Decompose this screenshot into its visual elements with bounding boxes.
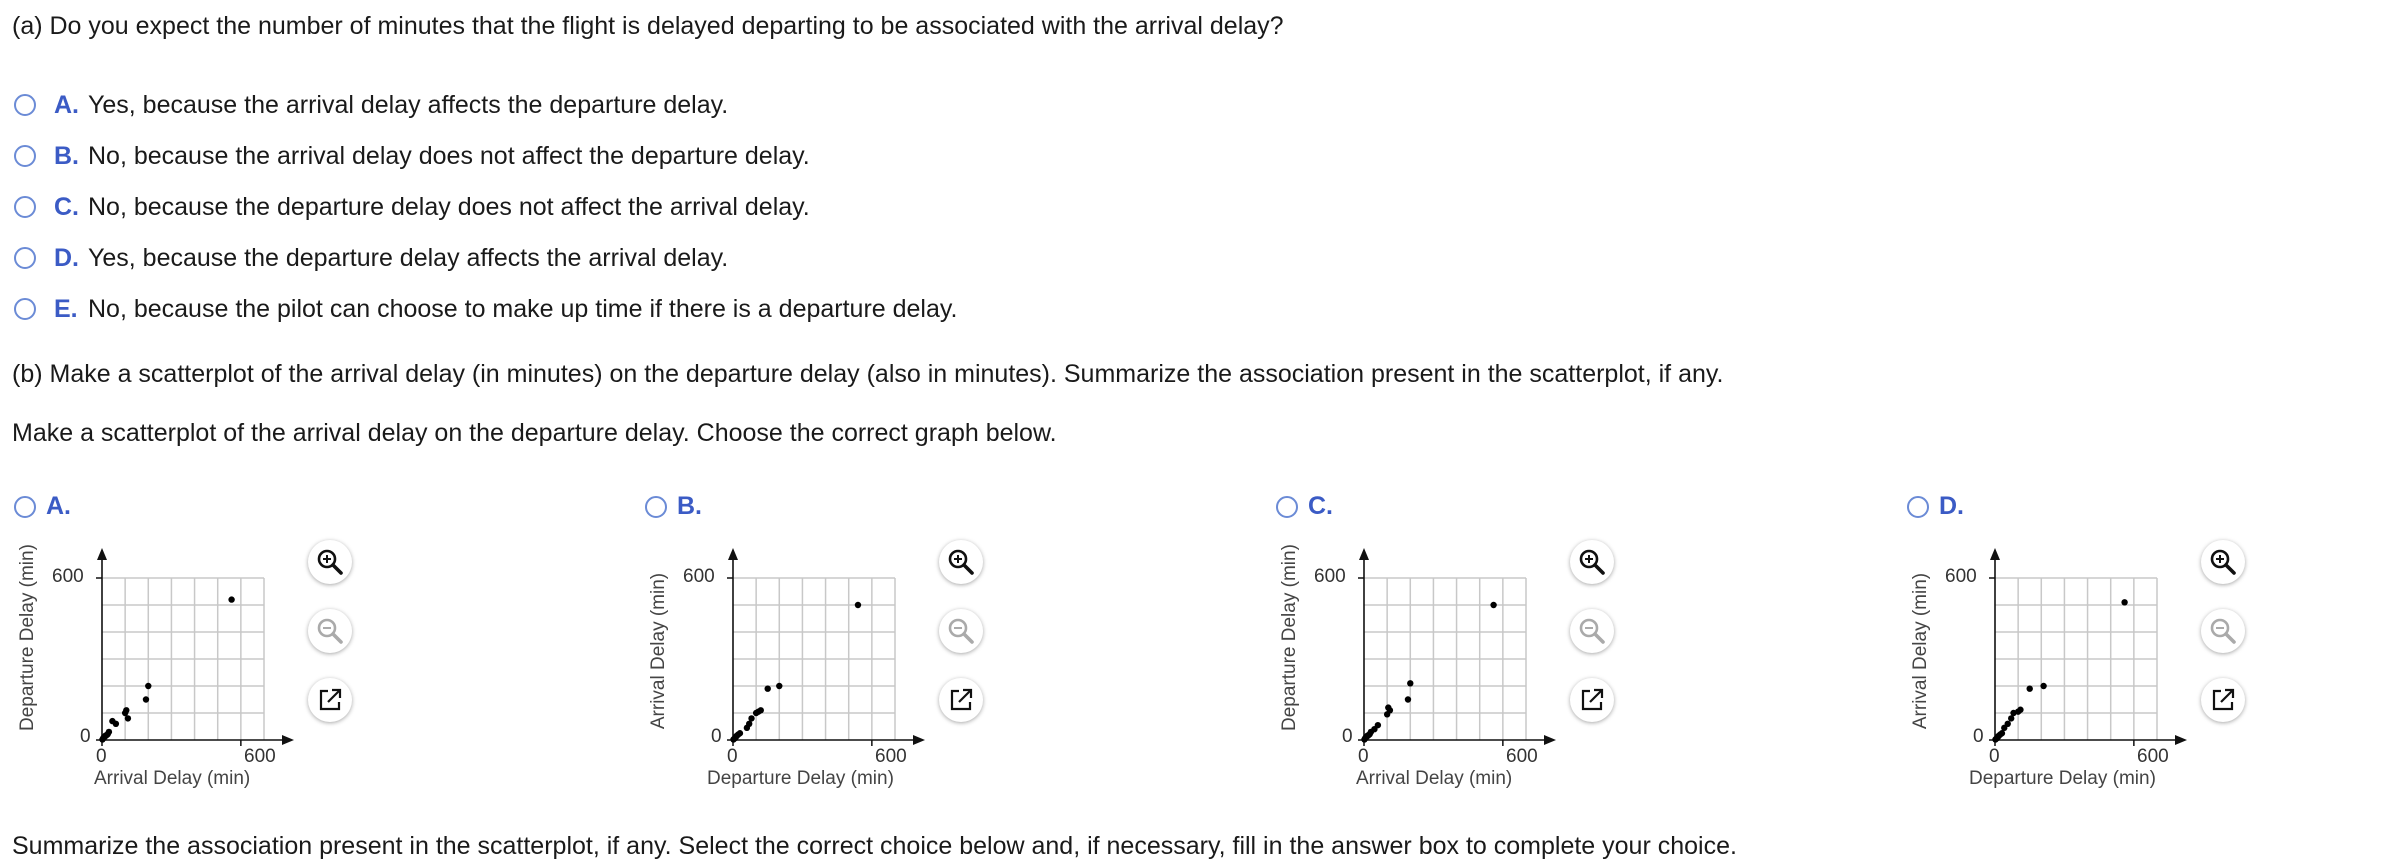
radio-graph-C[interactable] [1276, 496, 1298, 518]
popout-button[interactable] [939, 678, 983, 722]
x-axis-arrow [2175, 735, 2187, 745]
data-point [776, 683, 782, 689]
data-point [2027, 686, 2033, 692]
x-axis-title: Arrival Delay (min) [94, 768, 251, 789]
option-letter: D. [54, 243, 79, 272]
popout-button[interactable] [308, 678, 352, 722]
zoom-in-icon [1577, 547, 1607, 577]
graph-option-A[interactable] [14, 492, 71, 521]
zoom-out-icon [315, 616, 345, 646]
option-letter: E. [54, 294, 78, 323]
radio-a-A[interactable] [14, 94, 36, 116]
y-tick-zero: 0 [80, 726, 91, 747]
y-axis-arrow [97, 548, 107, 560]
data-point [106, 729, 112, 735]
data-point [2017, 707, 2023, 713]
option-text: No, because the pilot can choose to make up time if there is a departure delay. [88, 294, 958, 323]
y-axis-title: Departure Delay (min) [17, 544, 38, 731]
option-a-B[interactable] [14, 139, 810, 173]
option-a-C[interactable] [14, 190, 810, 224]
y-tick-zero: 0 [1342, 726, 1353, 747]
zoom-in-button[interactable] [308, 540, 352, 584]
x-tick-max: 600 [2137, 746, 2169, 767]
x-tick-max: 600 [1506, 746, 1538, 767]
zoom-in-button[interactable] [939, 540, 983, 584]
data-point [748, 715, 754, 721]
scatter-plot [645, 530, 905, 802]
radio-a-B[interactable] [14, 145, 36, 167]
popout-button[interactable] [2201, 678, 2245, 722]
option-text: No, because the arrival delay does not affect the departure delay. [88, 141, 810, 170]
zoom-out-button[interactable] [1570, 609, 1614, 653]
option-text: No, because the departure delay does not affect the arrival delay. [88, 192, 810, 221]
graph-B [645, 530, 905, 802]
zoom-out-button[interactable] [308, 609, 352, 653]
y-axis-title: Arrival Delay (min) [648, 572, 669, 730]
data-point [2040, 683, 2046, 689]
data-point [2121, 599, 2127, 605]
scatter-plot [1276, 530, 1536, 802]
y-tick-max: 600 [683, 566, 715, 587]
popout-button[interactable] [1570, 678, 1614, 722]
x-tick-zero: 0 [96, 746, 107, 767]
question-a: (a) Do you expect the number of minutes that the flight is delayed departing to be associated with the arrival delay? [12, 12, 1284, 40]
option-text: Yes, because the departure delay affects the arrival delay. [88, 243, 729, 272]
data-point [145, 683, 151, 689]
zoom-in-button[interactable] [1570, 540, 1614, 584]
zoom-out-icon [1577, 616, 1607, 646]
y-tick-zero: 0 [711, 726, 722, 747]
data-point [228, 596, 234, 602]
zoom-in-icon [946, 547, 976, 577]
radio-a-E[interactable] [14, 298, 36, 320]
radio-graph-A[interactable] [14, 496, 36, 518]
y-tick-max: 600 [1945, 566, 1977, 587]
data-point [1387, 707, 1393, 713]
data-point [2005, 721, 2011, 727]
y-axis-arrow [1990, 548, 2000, 560]
popout-icon [1578, 686, 1606, 714]
option-a-E[interactable] [14, 292, 957, 326]
graph-A [14, 530, 274, 802]
y-tick-max: 600 [1314, 566, 1346, 587]
option-letter: C. [54, 192, 79, 221]
zoom-in-icon [2208, 547, 2238, 577]
scatter-plot [1907, 530, 2167, 802]
radio-a-C[interactable] [14, 196, 36, 218]
option-text: Yes, because the arrival delay affects the departure delay. [88, 90, 729, 119]
question-b: (b) Make a scatterplot of the arrival delay (in minutes) on the departure delay (also in minutes). Summarize the association present in the scatterplot, if any. [12, 360, 1724, 388]
data-point [1490, 602, 1496, 608]
option-a-A[interactable] [14, 88, 728, 122]
zoom-out-button[interactable] [939, 609, 983, 653]
popout-icon [947, 686, 975, 714]
option-letter: A. [54, 90, 79, 119]
instruction-b: Make a scatterplot of the arrival delay on the departure delay. Choose the correct graph below. [12, 419, 1057, 447]
radio-a-D[interactable] [14, 247, 36, 269]
y-tick-zero: 0 [1973, 726, 1984, 747]
graph-D [1907, 530, 2167, 802]
graph-option-C[interactable] [1276, 492, 1333, 521]
zoom-out-icon [2208, 616, 2238, 646]
data-point [143, 696, 149, 702]
x-axis-title: Arrival Delay (min) [1356, 768, 1513, 789]
graph-option-letter: D. [1939, 492, 1964, 520]
data-point [737, 730, 743, 736]
x-tick-zero: 0 [1358, 746, 1369, 767]
x-axis-arrow [282, 735, 294, 745]
data-point [855, 602, 861, 608]
y-axis-arrow [1359, 548, 1369, 560]
data-point [113, 721, 119, 727]
option-a-D[interactable] [14, 241, 728, 275]
data-point [1405, 696, 1411, 702]
y-tick-max: 600 [52, 566, 84, 587]
data-point [1375, 722, 1381, 728]
graph-option-letter: C. [1308, 492, 1333, 520]
question-b-summary: Summarize the association present in the scatterplot, if any. Select the correct choice below and, if necessary, fill in the answer box to complete your choice. [12, 832, 1737, 860]
y-axis-arrow [728, 548, 738, 560]
option-letter: B. [54, 141, 79, 170]
data-point [123, 707, 129, 713]
radio-graph-B[interactable] [645, 496, 667, 518]
x-axis-arrow [913, 735, 925, 745]
data-point [1407, 680, 1413, 686]
x-tick-zero: 0 [727, 746, 738, 767]
data-point [758, 707, 764, 713]
graph-option-B[interactable] [645, 492, 702, 521]
data-point [125, 715, 131, 721]
zoom-in-icon [315, 547, 345, 577]
x-tick-max: 600 [244, 746, 276, 767]
graph-option-D[interactable] [1907, 492, 1964, 521]
y-axis-title: Departure Delay (min) [1279, 544, 1300, 731]
x-tick-zero: 0 [1989, 746, 2000, 767]
x-tick-max: 600 [875, 746, 907, 767]
zoom-in-button[interactable] [2201, 540, 2245, 584]
popout-icon [316, 686, 344, 714]
y-axis-title: Arrival Delay (min) [1910, 572, 1931, 730]
graph-option-letter: B. [677, 492, 702, 520]
graph-C [1276, 530, 1536, 802]
popout-icon [2209, 686, 2237, 714]
scatter-plot [14, 530, 274, 802]
zoom-out-icon [946, 616, 976, 646]
graph-option-letter: A. [46, 492, 71, 520]
x-axis-title: Departure Delay (min) [707, 768, 894, 789]
zoom-out-button[interactable] [2201, 609, 2245, 653]
x-axis-title: Departure Delay (min) [1969, 768, 2156, 789]
x-axis-arrow [1544, 735, 1556, 745]
data-point [765, 686, 771, 692]
radio-graph-D[interactable] [1907, 496, 1929, 518]
